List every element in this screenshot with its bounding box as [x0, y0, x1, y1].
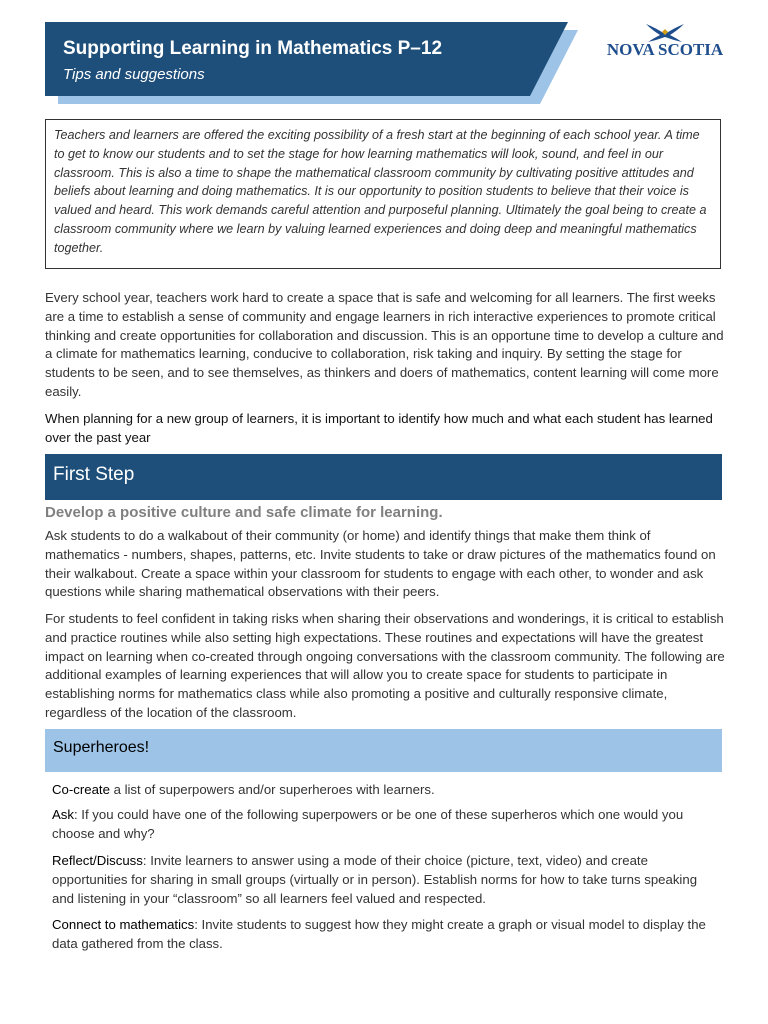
first-step-subtitle: Develop a positive culture and safe climate for learning.: [45, 504, 443, 521]
item-label: Co-create: [52, 782, 110, 797]
body-paragraph-2: When planning for a new group of learners, it is important to identify how much and what each student has learned over the past year: [45, 411, 713, 445]
item-label: Reflect/Discuss: [52, 853, 143, 868]
first-step-paragraph-2: For students to feel confident in taking risks when sharing their observations and wonderings, it is critical to establish and practice routines while also setting high expectations. These routines and expectations will have the greatest impact on learning when co-created through ongoing conversations with the classroom community. The following are additional examples of learning experiences that will allow you to create space for students to participate in establishing norms for mathematics class while also promoting a positive and culturally responsive climate, regardless of the location of the classroom.: [45, 611, 725, 720]
item-text: : Invite learners to answer using a mode of their choice (picture, text, video) and create opportunities for sharing in small groups (virtually or in person). Establish norms for how to take turns speaking and listening in your “classroom” so all learners feel valued and respected.: [52, 853, 698, 906]
list-item: [52, 781, 722, 800]
superheroes-heading: Superheroes!: [45, 729, 722, 772]
list-item: [52, 806, 722, 844]
nova-scotia-logo: [604, 22, 726, 62]
first-step-heading: First Step: [45, 454, 722, 500]
intro-callout: Teachers and learners are offered the exciting possibility of a fresh start at the beginning of each school year. A time to get to know our students and to set the stage for how learning mathematics will look, sound, and feel in our classroom. This is also a time to shape the mathematical classroom community by cultivating positive attitudes and beliefs about learning and doing mathematics. It is our opportunity to position students to believe that their voice is valued and heard. This work demands careful attention and purposeful planning. Ultimately the goal being to create a classroom community where we learn by valuing learned experiences and doing deep and meaningful mathematics together.: [45, 119, 721, 269]
page-header: [0, 0, 768, 112]
item-text: a list of superpowers and/or superheroes with learners.: [109, 782, 435, 797]
item-text: : Invite students to suggest how they might create a graph or visual model to display the data gathered from the class.: [52, 917, 706, 951]
item-text: : If you could have one of the following superpowers or be one of these superheros which one would you choose and why?: [52, 807, 684, 841]
body-paragraph-1: Every school year, teachers work hard to create a space that is safe and welcoming for all learners. The first weeks are a time to establish a sense of community and engage learners in rich interactive experiences to promote critical thinking and create opportunities for collaboration and discussion. This is an opportune time to develop a culture and a climate for mathematics learning, conducive to collaboration, risk taking and inquiry. By setting the stage for students to be seen, and to see themselves, as thinkers and doers of mathematics, content learning will come more easily.: [45, 290, 724, 399]
item-label: Connect to mathematics: [52, 917, 195, 932]
page-subtitle: Tips and suggestions: [63, 66, 205, 83]
list-item: [52, 916, 722, 954]
first-step-paragraph-1: Ask students to do a walkabout of their community (or home) and identify things that make them think of mathematics - numbers, shapes, patterns, etc. Invite students to take or draw pictures of the mathematics found on their walkabout. Create a space within your classroom for students to engage with each other, to wonder and ask questions while sharing mathematical observations with their peers.: [45, 528, 716, 600]
page-title: Supporting Learning in Mathematics P–12: [63, 38, 443, 59]
list-item: [52, 852, 722, 908]
item-label: Ask: [52, 807, 74, 822]
logo-wordmark: NOVA SCOTIA: [606, 40, 724, 59]
